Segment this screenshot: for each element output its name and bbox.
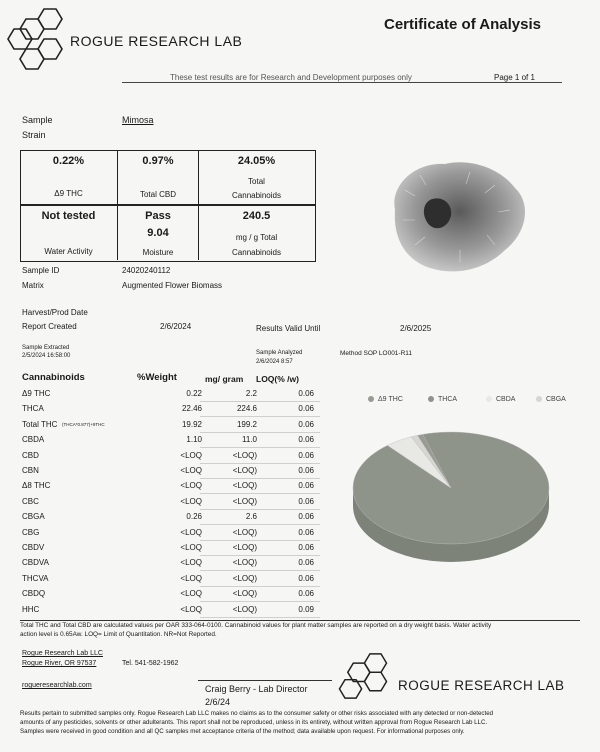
col-cannabinoids: Cannabinoids <box>22 372 85 383</box>
water-activity-label: Water Activity <box>44 247 93 256</box>
mg-per-gram: <LOQ) <box>232 543 257 552</box>
mg-per-gram: <LOQ) <box>232 466 257 475</box>
cannabinoid-name: CBGA <box>22 512 45 522</box>
weight-percent: <LOQ <box>180 543 202 552</box>
mg-per-gram: 199.2 <box>236 419 257 429</box>
mg-total-label-2: Cannabinoids <box>232 248 281 257</box>
legend-swatch <box>428 396 434 402</box>
cbd-label: Total CBD <box>139 190 176 199</box>
row-divider <box>200 463 320 464</box>
table-row <box>22 404 322 416</box>
table-row <box>22 435 322 447</box>
cannabinoids-label-2: Cannabinoids <box>232 191 281 200</box>
disclaimer-line-2: amounts of any pesticides, solvents or other adulterants. This report shall not be reproduced, unless in its entirety, without written approval from Rogue Research Lab LLC. <box>20 719 488 726</box>
loq-value: 0.06 <box>298 496 314 506</box>
cbd-value: 0.97% <box>142 155 174 167</box>
harvest-label: Harvest/Prod Date <box>22 308 88 317</box>
row-divider <box>200 509 320 510</box>
valid-until-date: 2/6/2025 <box>400 324 432 333</box>
row-divider <box>200 601 320 602</box>
loq-value: 0.06 <box>298 481 314 491</box>
loq-value: 0.06 <box>298 558 314 568</box>
extracted-label: Sample Extracted <box>22 345 70 351</box>
footer-brand-name: ROGUE RESEARCH LAB <box>398 678 565 693</box>
brand-name: ROGUE RESEARCH LAB <box>70 33 243 49</box>
weight-percent: <LOQ <box>180 496 202 506</box>
mg-per-gram: <LOQ) <box>232 573 257 583</box>
row-divider <box>200 524 320 525</box>
logo-hexagons-icon <box>6 6 72 70</box>
table-row <box>22 481 322 493</box>
table-row <box>22 497 322 509</box>
cannabinoid-pie-chart <box>346 426 556 576</box>
weight-percent: <LOQ <box>180 589 202 599</box>
table-row <box>22 605 322 617</box>
signer-name: Craig Berry - Lab Director <box>205 684 308 694</box>
mg-total-label-1: mg / g Total <box>235 233 278 242</box>
legend-label: CBDA <box>496 396 516 403</box>
legend-item <box>486 396 515 403</box>
loq-value: 0.06 <box>298 527 314 537</box>
table-row <box>22 589 322 601</box>
mg-total-value: 240.5 <box>242 210 271 222</box>
row-divider <box>200 478 320 479</box>
analyzed-date: 2/6/2024 8:57 <box>256 359 293 365</box>
table-row <box>22 512 322 524</box>
cannabinoid-name: THCA <box>22 404 44 414</box>
sample-photo <box>375 150 540 280</box>
report-created-label: Report Created <box>22 322 77 331</box>
footer-logo-hexagons-icon <box>338 652 400 700</box>
loq-value: 0.06 <box>298 543 314 552</box>
loq-value: 0.06 <box>298 512 314 522</box>
cannabinoid-name: THCVA <box>22 573 49 583</box>
table-row <box>22 543 322 555</box>
legend-swatch <box>486 396 492 402</box>
legend-label: THCA <box>438 396 458 403</box>
loq-value: 0.06 <box>298 450 314 460</box>
table-row <box>22 574 322 586</box>
cannabinoid-name: Δ8 THC <box>22 481 51 491</box>
cannabinoid-name: Δ9 THC <box>22 389 51 398</box>
row-divider <box>200 447 320 448</box>
cannabinoid-name: HHC <box>22 604 40 614</box>
row-divider <box>200 617 320 618</box>
row-divider <box>200 493 320 494</box>
weight-percent: <LOQ <box>180 573 202 583</box>
valid-until-label: Results Valid Until <box>256 324 321 333</box>
row-divider <box>200 570 320 571</box>
total-thc-formula: (THCA*0.877)+9THC <box>62 421 105 427</box>
weight-percent: <LOQ <box>180 466 202 475</box>
table-row <box>22 389 322 401</box>
weight-percent: 19.92 <box>181 419 202 429</box>
weight-percent: 0.22 <box>186 389 202 398</box>
table-row <box>22 558 322 570</box>
row-divider <box>200 555 320 556</box>
legend-item <box>536 396 566 403</box>
loq-value: 0.09 <box>298 604 314 614</box>
cannabinoid-name: CBG <box>22 527 40 537</box>
mg-per-gram: 2.6 <box>245 512 257 522</box>
col-weight: %Weight <box>137 372 177 383</box>
col-loq: LOQ(% /w) <box>256 374 299 384</box>
weight-percent: 22.46 <box>181 404 202 414</box>
table-row <box>22 466 322 478</box>
mg-per-gram: 11.0 <box>242 435 257 445</box>
rd-notice: These test results are for Research and Development purposes only <box>170 73 412 82</box>
cannabinoid-name: CBN <box>22 466 39 475</box>
website-link[interactable]: rogueresearchlab.com <box>22 682 92 689</box>
mg-per-gram: <LOQ) <box>232 558 257 568</box>
mg-per-gram: <LOQ) <box>232 481 257 491</box>
company-address: Rogue River, OR 97537 <box>22 660 97 667</box>
mg-per-gram: 2.2 <box>245 389 257 398</box>
cannabinoid-name: Total THC <box>22 419 58 429</box>
mg-per-gram: <LOQ) <box>232 527 257 537</box>
legend-item <box>428 396 457 403</box>
weight-percent: <LOQ <box>180 604 202 614</box>
cannabinoid-name: CBDQ <box>22 589 46 599</box>
cannabinoid-name: CBC <box>22 496 39 506</box>
pass-value: Pass <box>145 210 171 222</box>
loq-value: 0.06 <box>298 389 314 398</box>
mg-per-gram: <LOQ) <box>232 589 257 599</box>
weight-percent: <LOQ <box>180 481 202 491</box>
loq-value: 0.06 <box>298 404 314 414</box>
weight-percent: <LOQ <box>180 527 202 537</box>
loq-value: 0.06 <box>298 466 314 475</box>
thc-value: 0.22% <box>52 155 85 167</box>
mg-per-gram: <LOQ) <box>232 496 257 506</box>
disclaimer-line-3: Samples were received in good condition and all QC samples met acceptance criteria of the method; data available upon request. For informational purposes only. <box>20 728 465 735</box>
moisture-value: 9.04 <box>147 227 169 239</box>
cannabinoid-name: CBDA <box>22 435 45 445</box>
method: Method SOP LO001-R11 <box>340 350 413 357</box>
company-phone: Tel. 541-582-1962 <box>122 660 179 667</box>
legend-label: Δ9 THC <box>378 396 403 403</box>
matrix-value: Augmented Flower Biomass <box>122 281 223 290</box>
mg-per-gram: 224.6 <box>236 404 257 414</box>
legend-swatch <box>536 396 542 402</box>
cannabinoid-name: CBDVA <box>22 558 49 568</box>
sample-id: 24020240112 <box>122 266 171 275</box>
row-divider <box>200 416 320 417</box>
loq-value: 0.06 <box>298 589 314 599</box>
matrix-label: Matrix <box>22 281 44 290</box>
weight-percent: <LOQ <box>180 558 202 568</box>
water-activity-value: Not tested <box>41 210 96 222</box>
weight-percent: 0.26 <box>186 512 202 522</box>
extracted-date: 2/5/2024 16:58:00 <box>22 353 71 359</box>
legend-label: CBGA <box>546 396 566 403</box>
pie-legend <box>368 396 568 408</box>
disclaimer-line-1: Results pertain to submitted samples only. Rogue Research Lab LLC makes no claims as to the consumer safety or other risks associated with any detected or non-detected <box>20 710 494 717</box>
table-row <box>22 528 322 540</box>
moisture-label: Moisture <box>142 248 174 257</box>
loq-value: 0.06 <box>298 573 314 583</box>
mg-per-gram: <LOQ) <box>232 450 257 460</box>
sample-id-label: Sample ID <box>22 266 60 275</box>
row-divider <box>200 401 320 402</box>
row-divider <box>200 540 320 541</box>
mg-per-gram: <LOQ) <box>232 604 257 614</box>
report-created-date: 2/6/2024 <box>160 322 192 331</box>
loq-value: 0.06 <box>298 435 314 445</box>
row-divider <box>200 432 320 433</box>
row-divider <box>200 586 320 587</box>
loq-value: 0.06 <box>298 419 314 429</box>
sample-value: Mimosa <box>122 115 154 125</box>
cannabinoid-name: CBDV <box>22 543 45 552</box>
weight-percent: 1.10 <box>186 435 202 445</box>
note-line-2: action level is 0.65Aw. LOQ= Limit of Quantitation. NR=Not Reported. <box>20 631 217 638</box>
legend-swatch <box>368 396 374 402</box>
cannabinoids-label-1: Total <box>248 177 265 186</box>
company-name: Rogue Research Lab LLC <box>22 650 103 657</box>
weight-percent: <LOQ <box>180 450 202 460</box>
page-number: Page 1 of 1 <box>494 73 535 82</box>
legend-item <box>368 396 403 403</box>
thc-label: Δ9 THC <box>54 189 83 198</box>
sample-label: Sample <box>22 115 53 125</box>
table-row <box>22 451 322 463</box>
note-line-1: Total THC and Total CBD are calculated values per OAR 333-064-0100. Cannabinoid values for plant matter samples are reported on a dry weight basis. Water activity <box>20 622 492 629</box>
cannabinoids-value: 24.05% <box>237 155 276 167</box>
analyzed-label: Sample Analyzed <box>256 350 303 356</box>
cannabinoid-name: CBD <box>22 450 39 460</box>
table-row <box>22 420 322 432</box>
document-title: Certificate of Analysis <box>384 16 541 33</box>
col-mg-gram: mg/ gram <box>205 374 244 384</box>
strain-label: Strain <box>22 130 46 140</box>
signature-date: 2/6/24 <box>205 697 231 707</box>
